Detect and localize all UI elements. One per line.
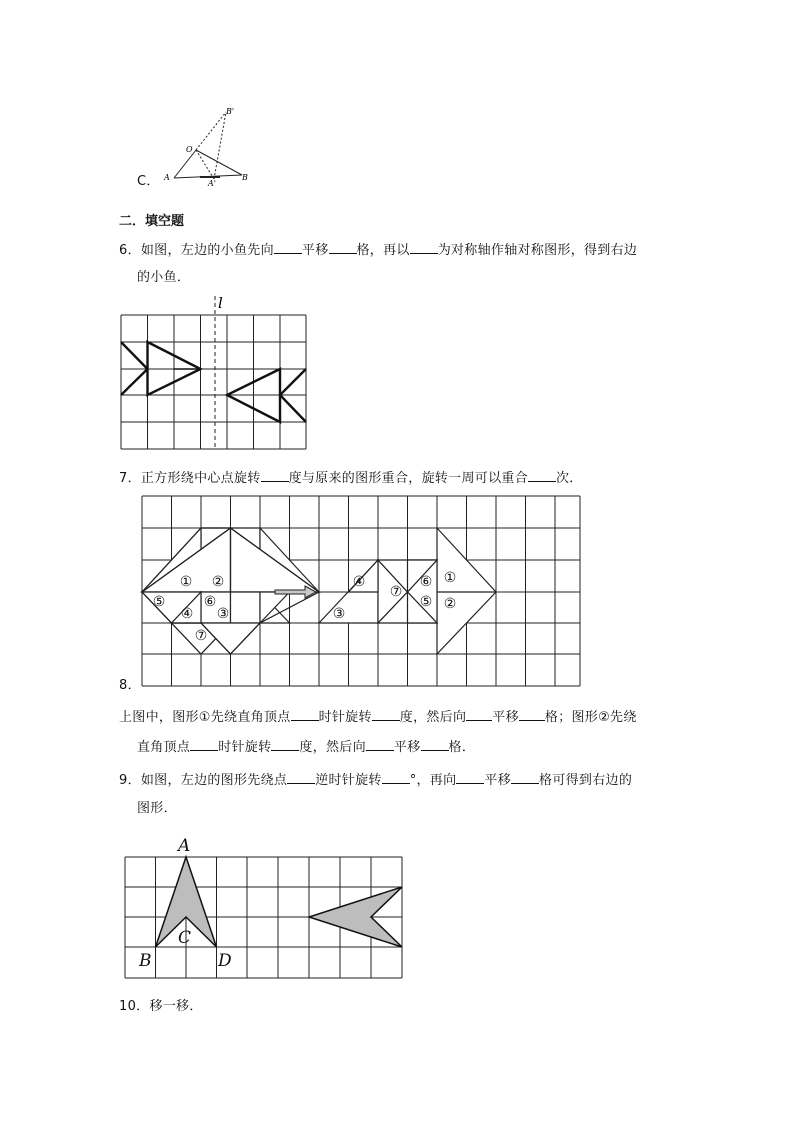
shape-1b-label: ① bbox=[443, 570, 457, 586]
shape-4-label: ④ bbox=[180, 606, 194, 622]
point-d-label-q9: D bbox=[218, 951, 232, 971]
question-9-rotation-grid bbox=[122, 832, 407, 982]
question-8-line-1: 上图中，图形①先绕直角顶点 时针旋转 度，然后向 平移 格；图形②先绕 bbox=[119, 710, 637, 725]
question-6-line-2: 的小鱼． bbox=[137, 270, 191, 285]
question-8-line-2: 直角顶点 时针旋转 度，然后向 平移 格． bbox=[137, 740, 476, 755]
point-a-label: A bbox=[164, 173, 170, 182]
shape-2b-label: ② bbox=[443, 596, 457, 612]
shape-7-label: ⑦ bbox=[194, 628, 208, 644]
question-7: 7．正方形绕中心点旋转 度与原来的图形重合，旋转一周可以重合 次． bbox=[119, 471, 583, 486]
question-8-tangram-grid bbox=[140, 494, 585, 690]
point-b-label-q9: B bbox=[139, 951, 152, 971]
shape-6b-label: ⑥ bbox=[419, 574, 433, 590]
point-b1-label: B' bbox=[226, 107, 235, 116]
section-title: 二．填空题 bbox=[119, 214, 185, 229]
question-6-line-1: 6．如图，左边的小鱼先向 平移 格，再以 为对称轴作轴对称图形，得到右边 bbox=[119, 243, 638, 258]
question-8-number: 8． bbox=[119, 678, 141, 693]
shape-4b-label: ④ bbox=[352, 574, 366, 590]
axis-l-label: l bbox=[218, 294, 223, 312]
question-9-line-1: 9．如图，左边的图形先绕点 逆时针旋转 °，再向 平移 格可得到右边的 bbox=[119, 773, 633, 788]
point-b-label: B bbox=[242, 173, 248, 182]
question-6-fish-grid bbox=[118, 290, 308, 452]
shape-7b-label: ⑦ bbox=[389, 584, 403, 600]
point-o-label: O bbox=[186, 145, 193, 154]
option-c-figure bbox=[160, 100, 260, 190]
point-a1-label: A' bbox=[208, 179, 216, 188]
question-9-line-2: 图形． bbox=[137, 801, 177, 816]
shape-3-label: ③ bbox=[216, 606, 230, 622]
option-c-label: C． bbox=[137, 174, 160, 189]
shape-6-label: ⑥ bbox=[203, 594, 217, 610]
point-a-label-q9: A bbox=[178, 836, 191, 856]
question-10: 10．移一移． bbox=[119, 999, 203, 1014]
shape-2-label: ② bbox=[211, 574, 225, 590]
shape-3b-label: ③ bbox=[332, 606, 346, 622]
point-c-label-q9: C bbox=[178, 928, 192, 948]
shape-5-label: ⑤ bbox=[152, 594, 166, 610]
shape-1-label: ① bbox=[179, 574, 193, 590]
shape-5b-label: ⑤ bbox=[419, 594, 433, 610]
